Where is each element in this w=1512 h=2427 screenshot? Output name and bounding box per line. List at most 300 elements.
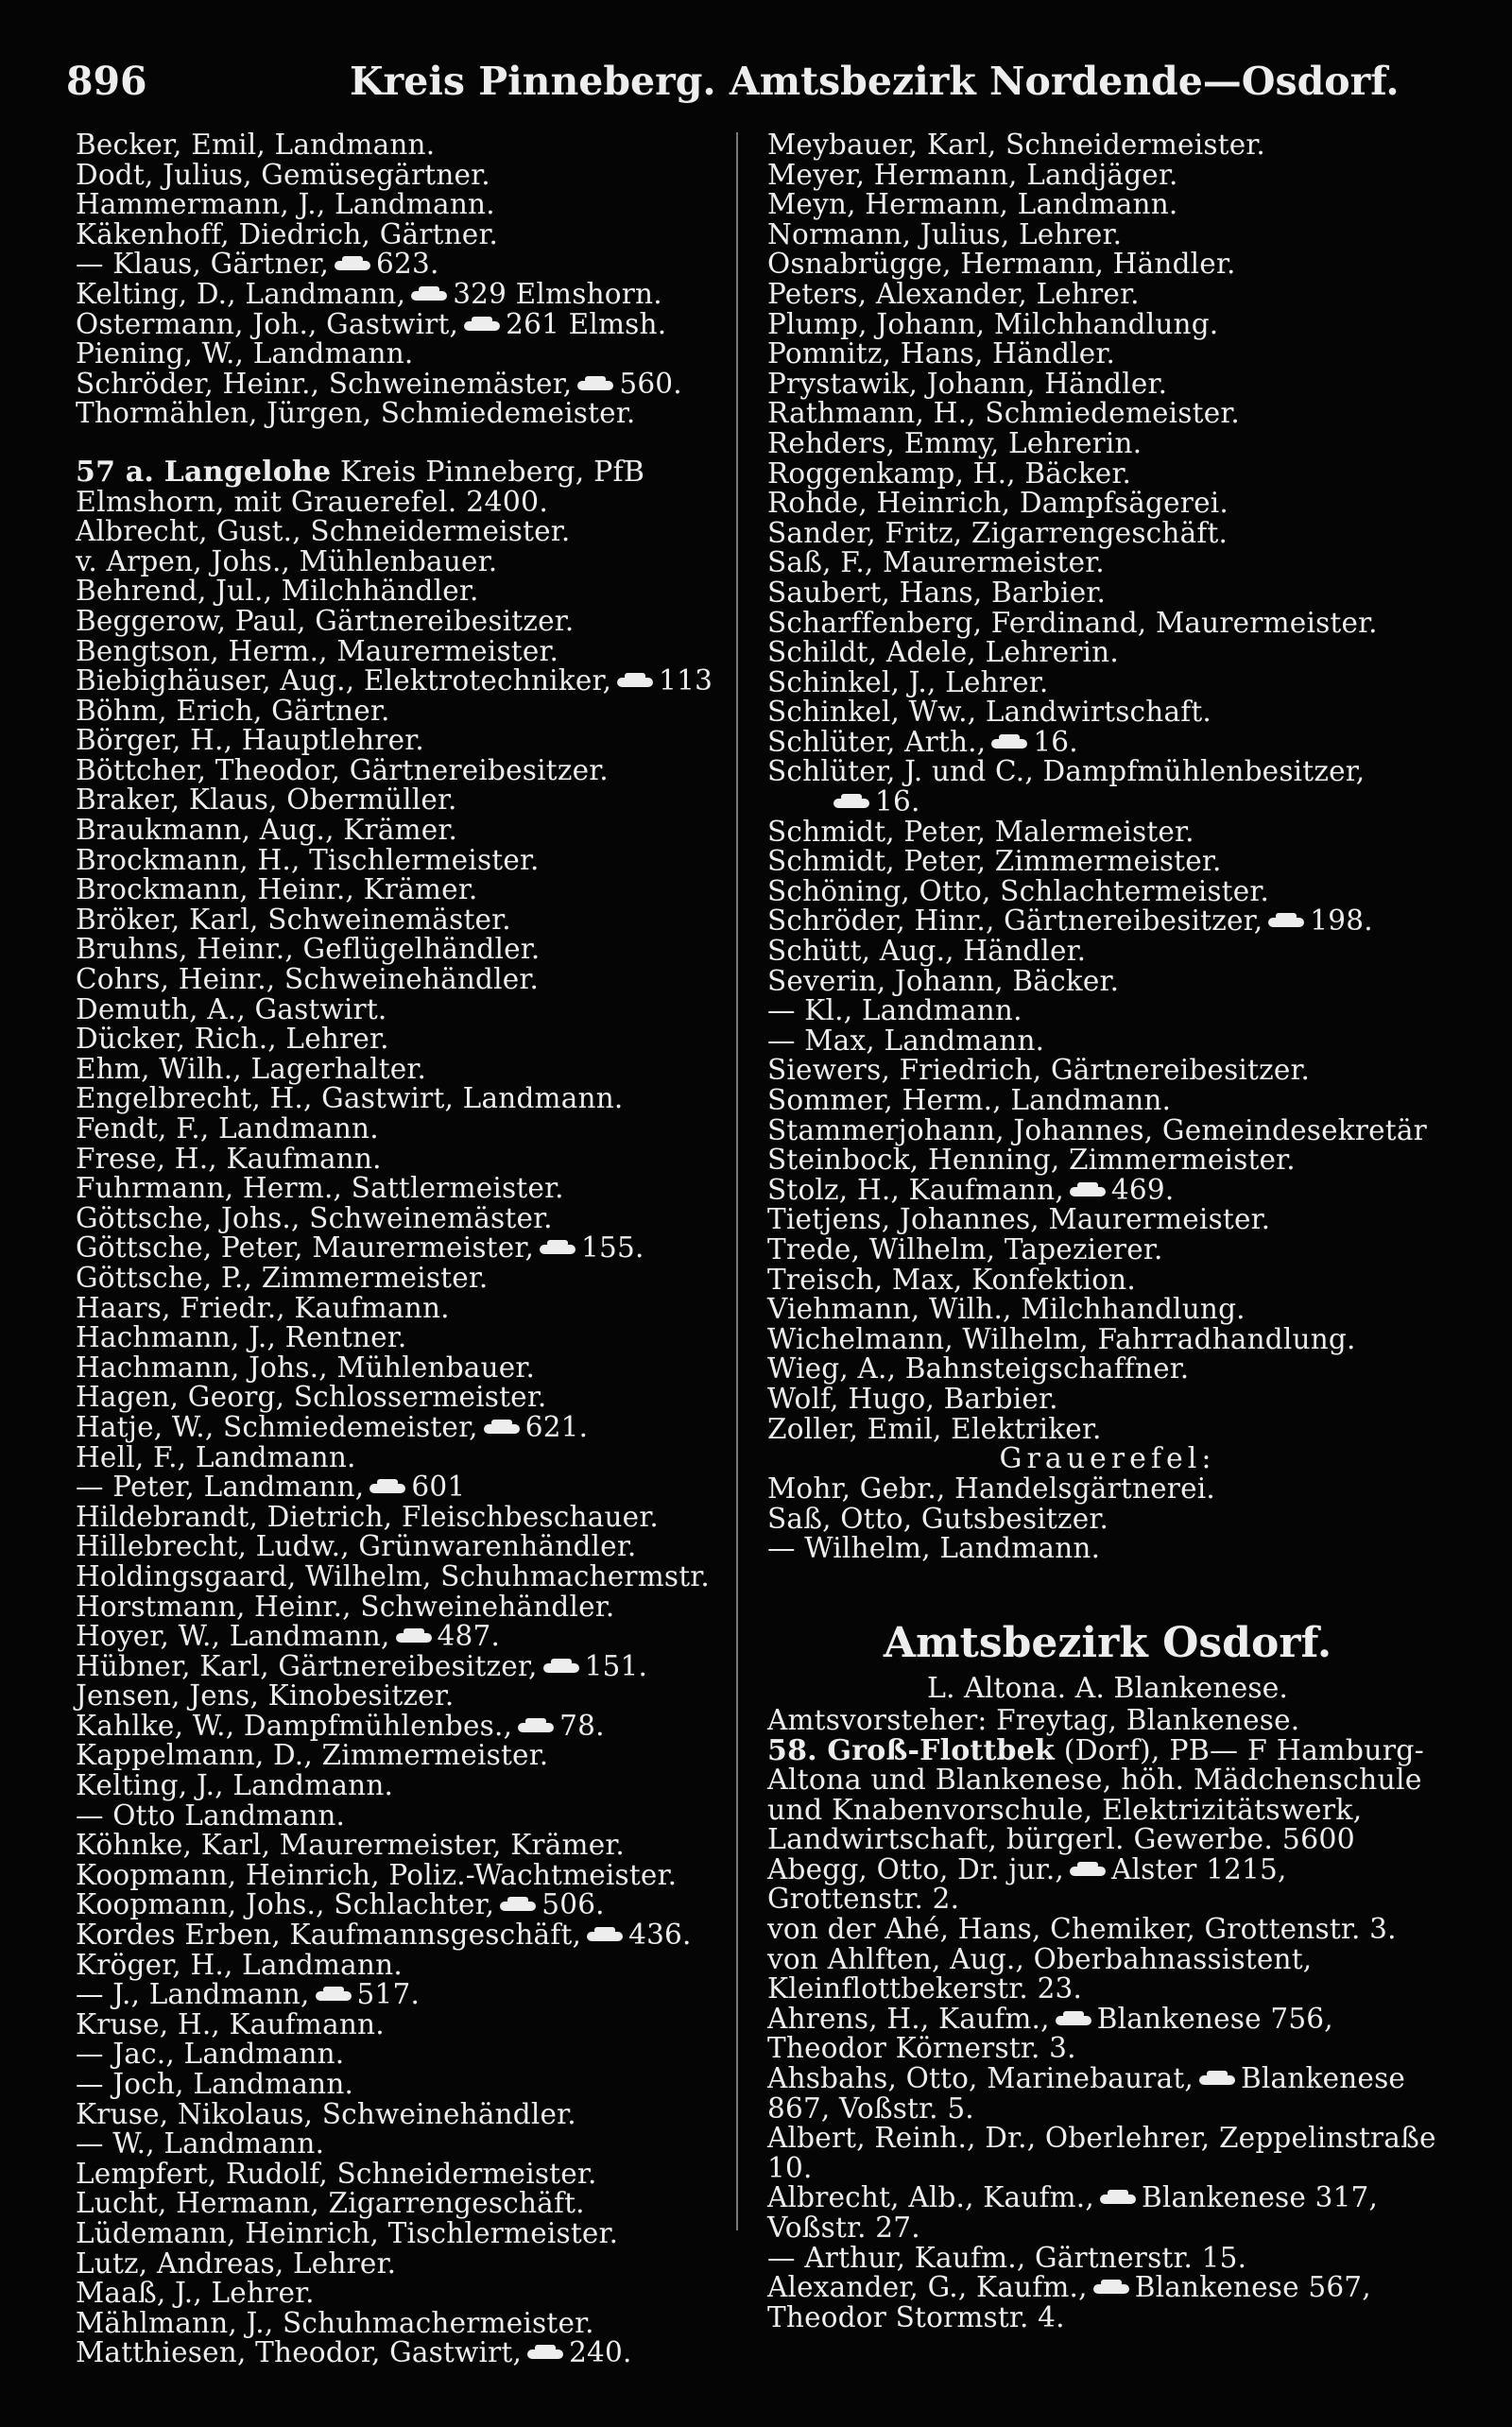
telephone-icon xyxy=(396,1631,432,1644)
entry-text: Böhm, Erich, Gärtner. xyxy=(76,694,390,727)
grauerefel-label: Grauerefel: xyxy=(999,1442,1216,1476)
entry-text: Bengtson, Herm., Maurermeister. xyxy=(76,634,559,667)
directory-entry xyxy=(76,190,737,220)
entry-text: Hübner, Karl, Gärtnereibesitzer, xyxy=(76,1649,538,1682)
directory-entry xyxy=(76,1532,737,1562)
entry-text: — Kl., Landmann. xyxy=(767,994,1022,1027)
directory-entry xyxy=(767,190,1448,220)
right-main-entries xyxy=(767,130,1448,1444)
phone-number: 198. xyxy=(1310,904,1373,938)
entry-text: Schmidt, Peter, Malermeister. xyxy=(767,815,1194,848)
entry-text: Schöning, Otto, Schlachtermeister. xyxy=(767,874,1270,907)
grauerefel-entries xyxy=(767,1474,1448,1564)
directory-entry xyxy=(76,1649,737,1682)
entry-text: Hatje, W., Schmiedemeister, xyxy=(76,1410,478,1443)
telephone-icon xyxy=(518,1721,554,1734)
entry-text: Zoller, Emil, Elektriker. xyxy=(767,1412,1102,1445)
entry-text: Abegg, Otto, Dr. jur., xyxy=(767,1852,1065,1885)
directory-entry xyxy=(767,277,1448,310)
entry-text: Schildt, Adele, Lehrerin. xyxy=(767,636,1119,669)
directory-entry xyxy=(767,217,1448,250)
entry-text: Ahrens, H., Kaufm., xyxy=(767,2002,1050,2035)
directory-entry xyxy=(76,250,737,280)
entry-text: Hillebrecht, Ludw., Grünwarenhändler. xyxy=(76,1530,637,1563)
entry-text: Frese, H., Kaufmann. xyxy=(76,1142,382,1175)
entry-text: Kordes Erben, Kaufmannsgeschäft, xyxy=(76,1919,582,1952)
telephone-icon xyxy=(369,1482,405,1495)
entry-text: Hachmann, J., Rentner. xyxy=(76,1321,407,1354)
entry-text: Kruse, Nikolaus, Schweinehändler. xyxy=(76,2097,576,2130)
directory-entry xyxy=(767,1412,1448,1445)
directory-entry xyxy=(76,1681,737,1712)
entry-text: Hachmann, Johs., Mühlenbauer. xyxy=(76,1351,536,1384)
entry-text: Beggerow, Paul, Gärtnereibesitzer. xyxy=(76,604,575,637)
entry-text: Viehmann, Wilh., Milchhandlung. xyxy=(767,1293,1246,1326)
phone-number: 560. xyxy=(619,367,682,400)
phone-number: 151. xyxy=(584,1649,648,1682)
phone-number: 487. xyxy=(437,1620,501,1653)
directory-entry xyxy=(76,577,737,607)
entry-text: Wolf, Hugo, Barbier. xyxy=(767,1382,1058,1415)
phone-number: 506. xyxy=(541,1888,605,1921)
entry-text: Mählmann, J., Schuhmachermeister. xyxy=(76,2306,594,2339)
directory-entry xyxy=(76,875,737,905)
directory-entry xyxy=(767,606,1448,639)
directory-entry xyxy=(767,2183,1448,2243)
directory-entry xyxy=(76,2246,737,2280)
entry-text: Schmidt, Peter, Zimmermeister. xyxy=(767,845,1222,878)
telephone-icon xyxy=(587,1930,623,1943)
entry-text: Schinkel, J., Lehrer. xyxy=(767,665,1049,698)
section-heading-58 xyxy=(767,1733,1448,1857)
entry-text: Kelting, J., Landmann. xyxy=(76,1769,394,1802)
telephone-icon xyxy=(1268,916,1304,929)
directory-entry xyxy=(767,757,1448,787)
telephone-icon xyxy=(833,797,869,810)
osdorf-entries xyxy=(767,1852,1448,2333)
directory-entry xyxy=(76,1771,737,1801)
directory-entry xyxy=(76,965,737,995)
directory-entry xyxy=(767,638,1448,668)
phone-number: Blankenese 567, Theodor Stormstr. 4. xyxy=(767,2271,1371,2333)
directory-entry xyxy=(767,307,1448,340)
directory-entry xyxy=(76,1741,737,1771)
entry-text: Böttcher, Theodor, Gärtnereibesitzer. xyxy=(76,753,609,786)
entry-text: — W., Landmann. xyxy=(76,2127,325,2160)
directory-entry xyxy=(76,1261,737,1294)
directory-entry xyxy=(76,158,737,191)
phone-number: 155. xyxy=(581,1231,644,1265)
entry-text: Rathmann, H., Schmiedemeister. xyxy=(767,397,1240,430)
entry-text: Hoyer, W., Landmann, xyxy=(76,1620,390,1653)
directory-entry xyxy=(76,935,737,965)
directory-entry xyxy=(767,130,1448,161)
entry-text: Stammerjohann, Johannes, Gemeindesekretär xyxy=(767,1113,1427,1146)
entry-text: Schröder, Hinr., Gärtnereibesitzer, xyxy=(767,904,1263,938)
telephone-icon xyxy=(527,2348,563,2361)
entry-text: Lutz, Andreas, Lehrer. xyxy=(76,2246,397,2280)
directory-entry xyxy=(76,1500,737,1533)
entry-text: Hildebrandt, Dietrich, Fleischbeschauer. xyxy=(76,1500,659,1533)
directory-entry xyxy=(767,1056,1448,1086)
directory-entry xyxy=(767,1086,1448,1116)
entry-text: von Ahlften, Aug., Oberbahnassistent, Kleinflottbekerstr. 23. xyxy=(767,1942,1313,2005)
directory-entry xyxy=(76,2129,737,2160)
phone-number: 436. xyxy=(628,1919,692,1952)
entry-text: Kahlke, W., Dampfmühlenbes., xyxy=(76,1709,513,1742)
entry-text: Cohrs, Heinr., Schweinehändler. xyxy=(76,963,540,996)
left-main-entries xyxy=(76,517,737,2368)
entry-text: Saß, Otto, Gutsbesitzer. xyxy=(767,1502,1109,1535)
telephone-icon xyxy=(316,1989,352,2003)
entry-text: Trede, Wilhelm, Tapezierer. xyxy=(767,1232,1163,1265)
entry-text: Steinbock, Henning, Zimmermeister. xyxy=(767,1144,1296,1177)
directory-entry xyxy=(767,2002,1448,2065)
phone-number: 623. xyxy=(376,248,439,281)
directory-entry xyxy=(76,339,737,370)
directory-entry xyxy=(76,2070,737,2100)
entry-text: Ostermann, Joh., Gastwirt, xyxy=(76,307,459,340)
directory-entry xyxy=(767,1205,1448,1235)
directory-entry xyxy=(767,1474,1448,1505)
directory-entry xyxy=(76,1709,737,1742)
section-number-58: 58. Groß-Flottbek xyxy=(767,1733,1055,1767)
directory-entry xyxy=(767,937,1448,967)
phone-number: 113 xyxy=(659,664,713,697)
entry-text: Albert, Reinh., Dr., Oberlehrer, Zeppelinstraße 10. xyxy=(767,2122,1436,2184)
entry-text: — Jac., Landmann. xyxy=(76,2038,345,2071)
directory-entry xyxy=(767,516,1448,549)
directory-entry xyxy=(76,1410,737,1443)
directory-entry xyxy=(767,367,1448,400)
directory-entry xyxy=(767,578,1448,609)
directory-entry xyxy=(767,1145,1448,1176)
directory-entry xyxy=(767,158,1448,191)
entry-text: Piening, W., Landmann. xyxy=(76,337,414,370)
entry-text: Brockmann, H., Tischlermeister. xyxy=(76,843,540,876)
telephone-icon xyxy=(1199,2074,1235,2087)
entry-text: Normann, Julius, Lehrer. xyxy=(767,217,1123,250)
directory-entry xyxy=(767,1026,1448,1057)
page-title: Kreis Pinneberg. Amtsbezirk Nordende—Osdorf. xyxy=(350,59,1400,104)
directory-entry xyxy=(76,694,737,727)
entry-text: Meybauer, Karl, Schneidermeister. xyxy=(767,129,1266,161)
telephone-icon xyxy=(500,1900,536,1913)
entry-text: Haars, Friedr., Kaufmann. xyxy=(76,1291,450,1324)
directory-entry xyxy=(767,1942,1448,2005)
directory-entry xyxy=(76,785,737,816)
entry-text: Schlüter, J. und C., Dampfmühlenbesitzer, xyxy=(767,755,1366,788)
entry-text: Bröker, Karl, Schweinemäster. xyxy=(76,903,511,936)
directory-entry xyxy=(767,874,1448,907)
entry-text: Becker, Emil, Landmann. xyxy=(76,129,436,161)
directory-entry xyxy=(767,1502,1448,1535)
directory-entry xyxy=(76,517,737,547)
directory-entry xyxy=(767,250,1448,280)
phone-number: 78. xyxy=(559,1709,605,1742)
directory-entry xyxy=(767,906,1448,937)
entry-text: Schlüter, Arth., xyxy=(767,725,987,758)
entry-text: Fuhrmann, Herm., Sattlermeister. xyxy=(76,1172,564,1205)
entry-text: Brockmann, Heinr., Krämer. xyxy=(76,873,478,906)
phone-number: 517. xyxy=(356,1978,421,2011)
entry-text: Engelbrecht, H., Gastwirt, Landmann. xyxy=(76,1082,624,1115)
phone-number: 16. xyxy=(1033,725,1078,758)
entry-text: Alexander, G., Kaufm., xyxy=(767,2271,1088,2304)
left-column xyxy=(76,130,737,2368)
telephone-icon xyxy=(991,737,1027,750)
directory-entry xyxy=(76,2040,737,2070)
directory-entry xyxy=(76,1948,737,1981)
entry-text: Sander, Fritz, Zigarrengeschäft. xyxy=(767,516,1228,549)
directory-entry xyxy=(767,456,1448,490)
section-description-58: (Dorf), PB— F Hamburg-Altona und Blankenese, höh. Mädchenschule und Knabenvorschule, Elektrizitätswerk, Landwirtschaft, bürgerl. Gewerbe. 5600 xyxy=(767,1733,1425,1857)
entry-text: Käkenhoff, Diedrich, Gärtner. xyxy=(76,217,499,250)
entry-text: Koopmann, Heinrich, Poliz.-Wachtmeister. xyxy=(76,1858,678,1891)
directory-entry xyxy=(76,1323,737,1353)
entry-text: Siewers, Friedrich, Gärtnereibesitzer. xyxy=(767,1054,1311,1087)
directory-entry xyxy=(76,1114,737,1145)
entry-text: Rehders, Emmy, Lehrerin. xyxy=(767,426,1143,459)
entry-text: Dodt, Julius, Gemüsegärtner. xyxy=(76,158,490,191)
directory-entry xyxy=(76,1084,737,1114)
directory-entry xyxy=(76,1890,737,1920)
telephone-icon xyxy=(411,289,447,302)
telephone-icon xyxy=(464,319,500,333)
directory-entry xyxy=(76,1052,737,1085)
phone-number: 240. xyxy=(569,2336,632,2369)
entry-text: Ahsbahs, Otto, Marinebaurat, xyxy=(767,2062,1194,2095)
entry-text: Rohde, Heinrich, Dampfsägerei. xyxy=(767,487,1228,520)
directory-entry xyxy=(76,634,737,667)
directory-entry xyxy=(767,1915,1448,1945)
entry-text: Hagen, Georg, Schlossermeister. xyxy=(76,1381,547,1414)
telephone-icon xyxy=(1100,2193,1136,2206)
entry-text: Kappelmann, D., Zimmermeister. xyxy=(76,1739,549,1772)
entry-text: Jensen, Jens, Kinobesitzer. xyxy=(76,1679,455,1713)
directory-entry xyxy=(76,2306,737,2339)
entry-text: Dücker, Rich., Lehrer. xyxy=(76,1023,389,1056)
directory-entry xyxy=(76,1980,737,2010)
entry-text: — Klaus, Gärtner, xyxy=(76,248,330,281)
entry-text: Fendt, F., Landmann. xyxy=(76,1112,379,1145)
directory-entry xyxy=(76,2216,737,2249)
telephone-icon xyxy=(1070,1865,1106,1878)
entry-text: Plump, Johann, Milchhandlung. xyxy=(767,307,1219,340)
entry-text: — Joch, Landmann. xyxy=(76,2068,354,2100)
directory-entry xyxy=(767,1113,1448,1146)
entry-text: Köhnke, Karl, Maurermeister, Krämer. xyxy=(76,1829,625,1862)
directory-entry xyxy=(767,1265,1448,1296)
directory-entry xyxy=(76,1353,737,1384)
phone-number: Blankenese 867, Voßstr. 5. xyxy=(767,2062,1406,2125)
directory-entry xyxy=(767,665,1448,698)
osdorf-title: Amtsbezirk Osdorf. xyxy=(883,1618,1332,1667)
page-number: 896 xyxy=(66,59,147,104)
entry-text: Göttsche, Johs., Schweinemäster. xyxy=(76,1201,553,1234)
entry-text: Thormählen, Jürgen, Schmiedemeister. xyxy=(76,397,636,430)
entry-text: Matthiesen, Theodor, Gastwirt, xyxy=(76,2336,523,2369)
entry-text: — Max, Landmann. xyxy=(767,1024,1045,1057)
directory-entry xyxy=(767,1852,1448,1916)
directory-entry xyxy=(76,726,737,756)
entry-text: Hell, F., Landmann. xyxy=(76,1440,356,1473)
directory-entry xyxy=(76,367,737,400)
directory-entry xyxy=(767,339,1448,370)
directory-entry xyxy=(76,1142,737,1175)
directory-entry xyxy=(76,1592,737,1623)
directory-entry xyxy=(76,2279,737,2309)
directory-entry xyxy=(76,843,737,876)
directory-entry xyxy=(76,1831,737,1861)
directory-entry xyxy=(76,2097,737,2130)
entry-text: Tietjens, Johannes, Maurermeister. xyxy=(767,1203,1271,1236)
phone-number: Blankenese 317, Voßstr. 27. xyxy=(767,2181,1379,2244)
entry-text: Koopmann, Johs., Schlachter, xyxy=(76,1888,495,1921)
entry-text: Osnabrügge, Hermann, Händler. xyxy=(767,248,1236,281)
directory-entry xyxy=(76,277,737,310)
entry-text: — Wilhelm, Landmann. xyxy=(767,1532,1101,1565)
entry-text: Prystawik, Johann, Händler. xyxy=(767,367,1168,400)
directory-entry xyxy=(767,399,1448,429)
entry-text: Kelting, D., Landmann, xyxy=(76,277,406,310)
entry-text: Biebighäuser, Aug., Elektrotechniker, xyxy=(76,664,612,697)
entry-text: Roggenkamp, H., Bäcker. xyxy=(767,456,1132,490)
directory-entry xyxy=(767,847,1448,877)
directory-entry xyxy=(76,2189,737,2219)
directory-entry xyxy=(76,2007,737,2040)
directory-entry xyxy=(76,1920,737,1951)
directory-entry xyxy=(767,725,1448,758)
entry-text: Scharffenberg, Ferdinand, Maurermeister. xyxy=(767,606,1378,639)
entry-text: Hammermann, J., Landmann. xyxy=(76,188,495,221)
entry-text: Saubert, Hans, Barbier. xyxy=(767,576,1107,609)
phone-number: 16. xyxy=(875,785,920,818)
directory-entry xyxy=(76,1383,737,1413)
directory-entry xyxy=(76,2157,737,2190)
telephone-icon xyxy=(484,1422,520,1436)
entry-text: Schröder, Heinr., Schweinemäster, xyxy=(76,367,573,400)
directory-entry xyxy=(767,1534,1448,1564)
directory-entry xyxy=(767,815,1448,848)
entry-text: Lüdemann, Heinrich, Tischlermeister. xyxy=(76,2216,619,2249)
directory-entry xyxy=(767,964,1448,997)
directory-entry xyxy=(76,1233,737,1264)
directory-entry xyxy=(767,1295,1448,1325)
directory-entry xyxy=(76,1858,737,1891)
right-column xyxy=(767,130,1448,2332)
entry-text: Saß, F., Maurermeister. xyxy=(767,546,1105,579)
entry-text: von der Ahé, Hans, Chemiker, Grottenstr. 3. xyxy=(767,1913,1397,1946)
entry-text: — Peter, Landmann, xyxy=(76,1471,365,1504)
directory-entry xyxy=(767,697,1448,728)
directory-entry xyxy=(76,1622,737,1652)
section-number-57a: 57 a. Langelohe xyxy=(76,455,332,489)
section-description-57a: Kreis Pinneberg, PfB Elmshorn, mit Grauerefel. 2400. xyxy=(76,455,645,519)
telephone-icon xyxy=(1093,2282,1129,2296)
entry-text: v. Arpen, Johs., Mühlenbauer. xyxy=(76,544,498,577)
osdorf-vorsteher: Amtsvorsteher: Freytag, Blankenese. xyxy=(767,1703,1300,1736)
directory-entry xyxy=(76,1472,737,1503)
directory-entry xyxy=(76,816,737,846)
directory-entry xyxy=(76,604,737,637)
telephone-icon xyxy=(335,259,370,272)
directory-entry xyxy=(767,548,1448,578)
directory-entry xyxy=(76,399,737,429)
entry-text: Bruhns, Heinr., Geflügelhändler. xyxy=(76,933,541,966)
entry-text: Ehm, Wilh., Lagerhalter. xyxy=(76,1052,427,1085)
directory-entry xyxy=(76,2338,737,2368)
directory-entry xyxy=(767,426,1448,459)
directory-entry xyxy=(76,1291,737,1324)
entry-text: Kruse, H., Kaufmann. xyxy=(76,2007,385,2040)
entry-text: Albrecht, Gust., Schneidermeister. xyxy=(76,515,571,548)
entry-text: Behrend, Jul., Milchhändler. xyxy=(76,575,479,608)
phone-number: 261 Elmsh. xyxy=(506,307,667,340)
directory-entry xyxy=(76,992,737,1025)
entry-text: Lempfert, Rudolf, Schneidermeister. xyxy=(76,2157,597,2190)
entry-text: Göttsche, Peter, Maurermeister, xyxy=(76,1231,535,1265)
directory-entry xyxy=(76,1801,737,1832)
entry-text: Demuth, A., Gastwirt. xyxy=(76,992,387,1025)
directory-entry xyxy=(767,1354,1448,1385)
directory-entry xyxy=(76,307,737,340)
telephone-icon xyxy=(543,1661,579,1675)
directory-entry xyxy=(76,905,737,936)
directory-entry xyxy=(767,1322,1448,1355)
page-header xyxy=(66,55,1465,112)
entry-text: Sommer, Herm., Landmann. xyxy=(767,1084,1172,1116)
directory-entry xyxy=(76,217,737,250)
directory-entry xyxy=(76,1559,737,1592)
entry-text: Schütt, Aug., Händler. xyxy=(767,935,1087,968)
entry-text: Maaß, J., Lehrer. xyxy=(76,2277,315,2310)
entry-text: Braukmann, Aug., Krämer. xyxy=(76,814,458,847)
entry-text: Holdingsgaard, Wilhelm, Schuhmachermstr. xyxy=(76,1559,710,1592)
directory-entry xyxy=(76,1024,737,1055)
phone-number: 469. xyxy=(1110,1173,1175,1206)
entry-text: — Arthur, Kaufm., Gärtnerstr. 15. xyxy=(767,2241,1247,2274)
directory-entry xyxy=(76,1440,737,1473)
entry-text: Wichelmann, Wilhelm, Fahrradhandlung. xyxy=(767,1322,1356,1355)
entry-text: Meyn, Hermann, Landmann. xyxy=(767,188,1178,221)
directory-entry xyxy=(767,996,1448,1026)
directory-entry xyxy=(767,2241,1448,2274)
entry-text: Börger, H., Hauptlehrer. xyxy=(76,724,424,757)
telephone-icon xyxy=(617,676,653,689)
directory-entry xyxy=(76,1201,737,1234)
entry-text: Albrecht, Alb., Kaufm., xyxy=(767,2181,1094,2214)
entry-text: Mohr, Gebr., Handelsgärtnerei. xyxy=(767,1472,1215,1506)
entry-text: Peters, Alexander, Lehrer. xyxy=(767,277,1140,310)
section-heading-57a xyxy=(76,457,737,517)
entry-text: Severin, Johann, Bäcker. xyxy=(767,964,1120,997)
entry-text: — J., Landmann, xyxy=(76,1978,310,2011)
phone-number: 621. xyxy=(524,1410,589,1443)
directory-entry xyxy=(767,489,1448,519)
entry-text: Treisch, Max, Konfektion. xyxy=(767,1263,1136,1296)
telephone-icon xyxy=(1056,2014,1091,2027)
directory-entry xyxy=(767,1173,1448,1206)
phone-number: Blankenese 756, Theodor Körnerstr. 3. xyxy=(767,2002,1333,2065)
directory-entry xyxy=(767,2124,1448,2183)
directory-entry xyxy=(76,1174,737,1204)
directory-entry xyxy=(767,787,1448,818)
directory-entry xyxy=(76,130,737,161)
directory-entry xyxy=(767,2273,1448,2332)
directory-entry xyxy=(767,2064,1448,2124)
telephone-icon xyxy=(540,1243,576,1256)
